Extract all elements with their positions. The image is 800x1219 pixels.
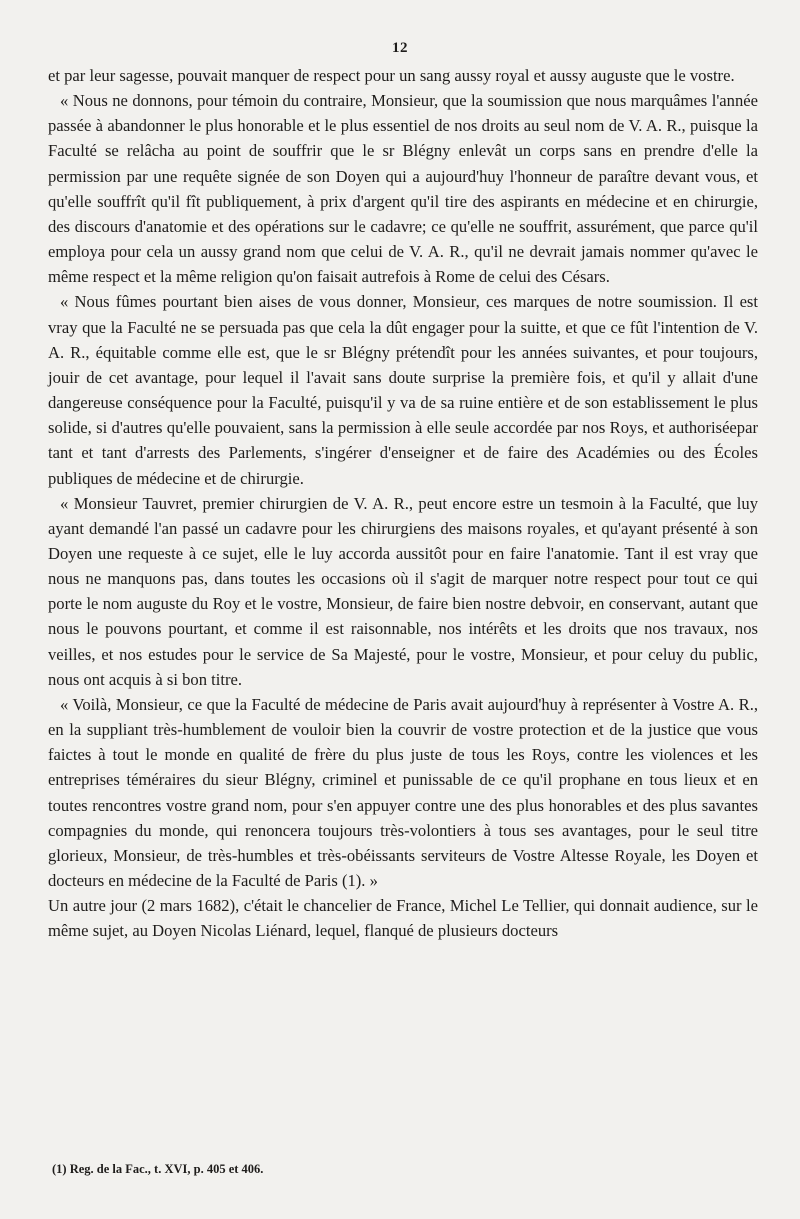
paragraph: « Monsieur Tauvret, premier chirurgien de V. A. R., peut encore estre un tesmoin à la Faculté, que luy ayant demandé l'an passé un cadavre pour les chirurgiens des maisons royales, et qu'ayant présenté à son Doyen une requeste à ce sujet, elle le luy accorda aussitôt pour en faire l'anatomie. Tant il est vray que nous ne manquons pas, dans toutes les occasions où il s'agit de marquer notre respect pour tout ce qui porte le nom auguste du Roy et le vostre, Monsieur, de faire bien nostre debvoir, en conservant, autant que nous le pouvons pourtant, et comme il est raisonnable, nos intérêts et les droits que nos travaux, nos veilles, et nos estudes pour le service de Sa Majesté, pour le vostre, Monsieur, et pour celuy du public, nous ont acquis à si bon titre. (48, 493, 758, 689)
footnote: (1) Reg. de la Fac., t. XVI, p. 405 et 406. (52, 1162, 264, 1176)
paragraph: « Voilà, Monsieur, ce que la Faculté de médecine de Paris avait aujourd'huy à représenter à Vostre A. R., en la suppliant très-humblement de vouloir bien la couvrir de vostre protection et de la justice que vous faictes à tout le monde en qualité de frère du plus juste de tous les Roys, contre les violences et les entreprises téméraires du sieur Blégny, criminel et punissable de ce qu'il prophane en tous lieux et en toutes rencontres vostre grand nom, pour s'en appuyer contre une des plus honorables et des plus savantes compagnies du monde, qui renoncera toujours très-volontiers à tous ses avantages, pour le seul titre glorieux, Monsieur, de très-humbles et très-obéissants serviteurs de Vostre Altesse Royale, les Doyen et docteurs en médecine de la Faculté de Paris (1). » (48, 694, 758, 890)
paragraph: Un autre jour (2 mars 1682), c'était le chancelier de France, Michel Le Tellier, qui donnait audience, sur le même sujet, au Doyen Nicolas Liénard, lequel, flanqué de plusieurs docteurs (48, 896, 758, 941)
paragraph: « Nous ne donnons, pour témoin du contraire, Monsieur, que la soumission que nous marquâmes l'année passée à abandonner le plus honorable et le plus essentiel de nos droits au seul nom de V. A. R., puisque la Faculté se relâcha au point de souffrir que le sr Blégny enlevât un corps sans en prendre d'elle la permission par une requête signée de son Doyen qui a aujourd'huy l'honneur de paraître devant vous, et qu'elle souffrît qu'il fît publiquement, à prix d'argent qu'il tire des aspirants en médecine et en chirurgie, des discours d'anatomie et des opérations sur le cadavre; ce qu'elle ne souffrit, assurément, que parce qu'il employa pour cela un aussy grand nom que celui de V. A. R., qu'il ne devrait jamais nommer qu'avec le même respect et la même religion qu'on faisait autrefois à Rome de celui des Césars. (48, 91, 758, 287)
paragraph: et par leur sagesse, pouvait manquer de respect pour un sang aussy royal et aussy auguste que le vostre. (48, 66, 735, 85)
body-text (48, 63, 758, 943)
page-number: 12 (392, 40, 408, 56)
paragraph: « Nous fûmes pourtant bien aises de vous donner, Monsieur, ces marques de notre soumission. Il est vray que la Faculté ne se persuada pas que cela la dût engager pour la suitte, et que ce fût l'intention de V. A. R., équitable comme elle est, que le sr Blégny prétendît pour les années suivantes, et pour toujours, jouir de cet avantage, pour lequel il l'avait sans doute surprise la première fois, et qu'il y allait d'une dangereuse conséquence pour la Faculté, puisqu'il y va de sa ruine entière et de son establissement le plus solide, si d'autres qu'elle pouvaient, sans la permission à elle seule accordée par nos Roys, et authoriséepar tant et tant d'arrests des Parlements, s'ingérer d'enseigner et de faire des Académies ou des Écoles publiques de médecine et de chirurgie. (48, 292, 758, 488)
